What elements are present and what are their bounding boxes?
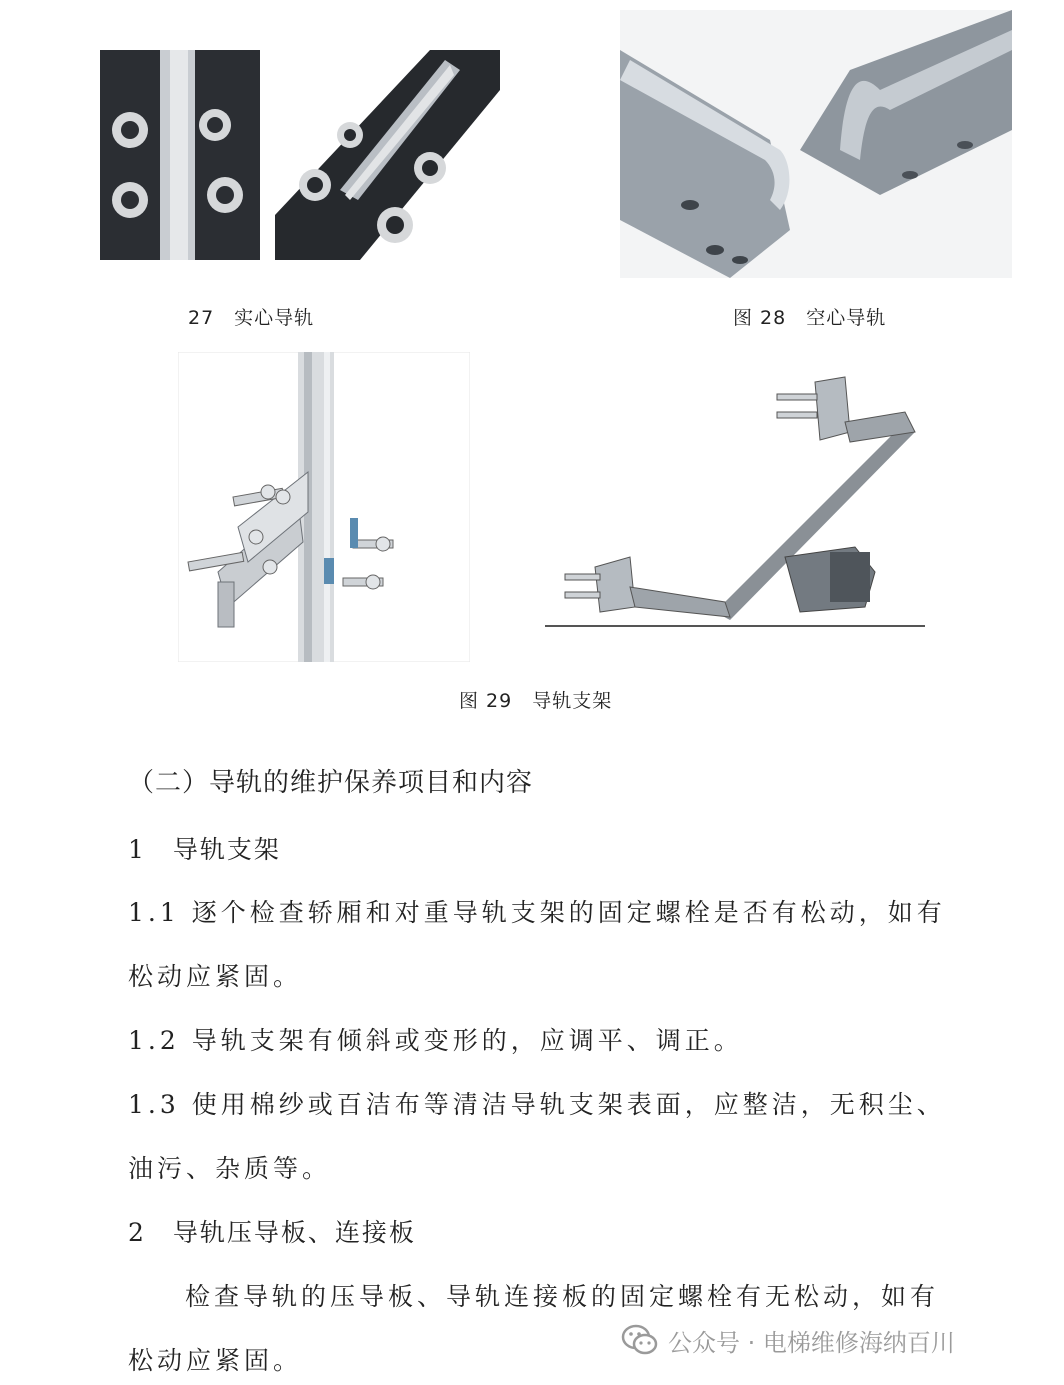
watermark-text: 公众号 · 电梯维修海纳百川 — [668, 1328, 955, 1357]
section-heading: （二）导轨的维护保养项目和内容 — [128, 768, 534, 798]
figure-28-caption: 图 28 空心导轨 — [733, 307, 887, 329]
figure-29-bracket-image-left — [178, 352, 470, 662]
item-1-3-line-1: 1.3 使用棉纱或百洁布等清洁导轨支架表面，应整洁，无积尘、 — [128, 1090, 946, 1119]
figure-28-hollow-rail-image — [620, 10, 1012, 278]
figure-27-caption: 27 实心导轨 — [188, 307, 315, 329]
wechat-icon — [620, 1320, 660, 1360]
item-2-title: 2 导轨压导板、连接板 — [128, 1218, 416, 1247]
item-1-title: 1 导轨支架 — [128, 835, 281, 864]
item-1-3-line-2: 油污、杂质等。 — [128, 1154, 332, 1183]
item-2-line-1: 检查导轨的压导板、导轨连接板的固定螺栓有无松动，如有 — [185, 1282, 940, 1311]
item-1-1-line-1: 1.1 逐个检查轿厢和对重导轨支架的固定螺栓是否有松动，如有 — [128, 898, 946, 927]
item-1-2: 1.2 导轨支架有倾斜或变形的，应调平、调正。 — [128, 1026, 743, 1055]
item-1-1-line-2: 松动应紧固。 — [128, 962, 303, 991]
watermark — [620, 1318, 955, 1362]
figure-29-caption: 图 29 导轨支架 — [459, 690, 613, 712]
figure-27-solid-rail-image — [100, 50, 500, 260]
figure-29-bracket-image-right — [545, 372, 925, 634]
item-2-line-2: 松动应紧固。 — [128, 1346, 303, 1375]
